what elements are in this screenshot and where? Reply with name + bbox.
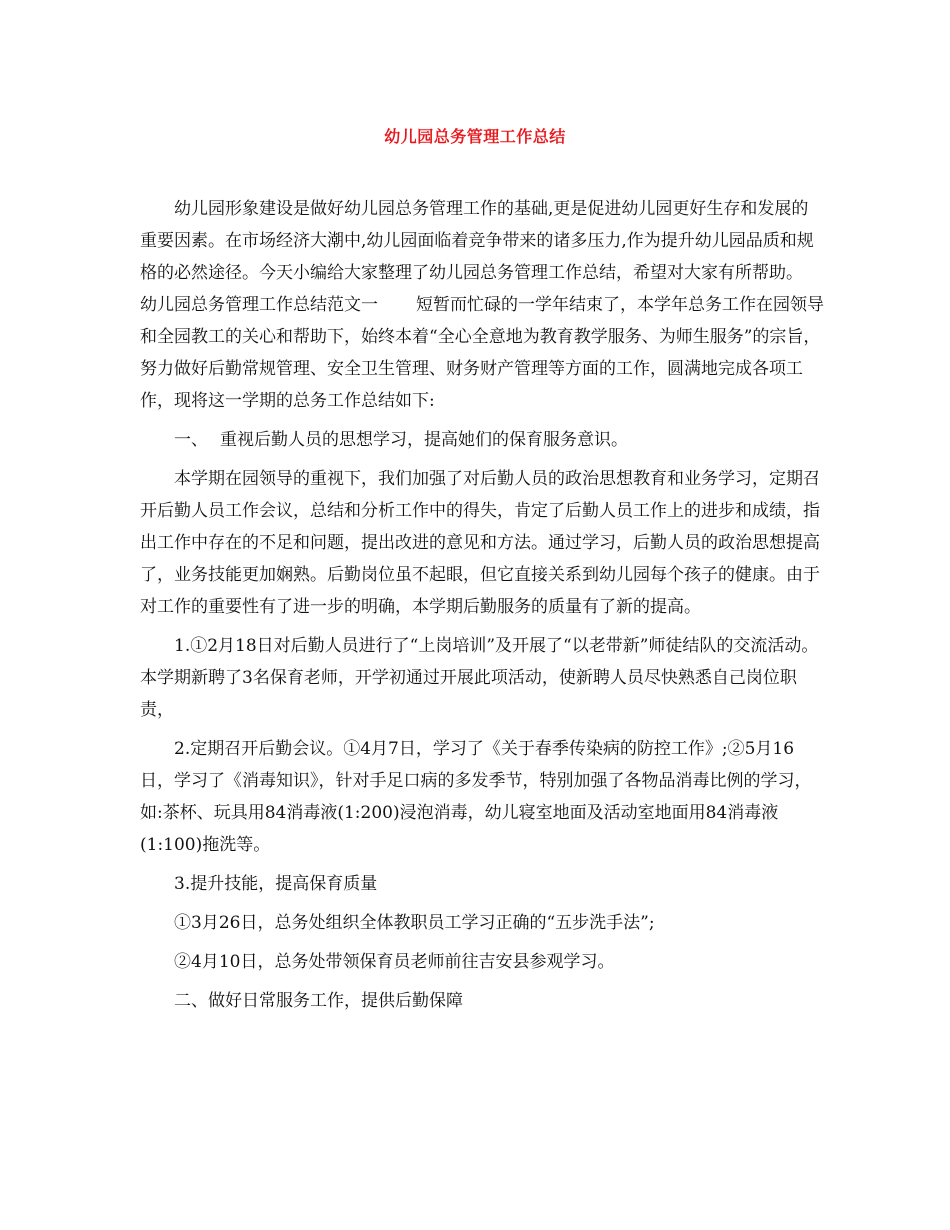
- list-item-1: 1.①2月18日对后勤人员进行了“上岗培训”及开展了“以老带新”师徒结队的交流活动。本学期新聘了3名保育老师，开学初通过开展此项活动，使新聘人员尽快熟悉自己岗位职责，: [140, 636, 819, 720]
- heading-one-number: 一、: [174, 430, 208, 450]
- list-item-3: 3.提升技能，提高保育质量: [174, 874, 378, 894]
- list-item-3-a: ①3月26日，总务处组织全体教职员工学习正确的“五步洗手法”;: [174, 913, 655, 933]
- heading-one-text: 重视后勤人员的思想学习，提高她们的保育服务意识。: [220, 430, 628, 450]
- list-item-3-b: ②4月10日，总务处带领保育员老师前往吉安县参观学习。: [174, 952, 615, 972]
- heading-two: 二、做好日常服务工作，提供后勤保障: [174, 991, 463, 1011]
- heading-one: [140, 424, 825, 456]
- section-opening: 短暂而忙碌的一学年结束了，本学年总务工作在园领导和全园教工的关心和帮助下，始终本着“全心全意地为教育教学服务、为师生服务”的宗旨，努力做好后勤常规管理、安全卫生管理、财务财产管理等方面的工作，圆满地完成各项工作，现将这一学期的总务工作总结如下:: [140, 295, 824, 411]
- section-label: 幼儿园总务管理工作总结范文一: [140, 295, 378, 315]
- section-paragraph: [140, 289, 825, 417]
- paragraph-one: 本学期在园领导的重视下，我们加强了对后勤人员的政治思想教育和业务学习，定期召开后勤人员工作会议，总结和分析工作中的得失，肯定了后勤人员工作上的进步和成绩，指出工作中存在的不足和问题，提出改进的意见和方法。通过学习，后勤人员的政治思想提高了，业务技能更加娴熟。后勤岗位虽不起眼，但它直接关系到幼儿园每个孩子的健康。由于对工作的重要性有了进一步的明确，本学期后勤服务的质量有了新的提高。: [140, 469, 820, 617]
- list-item-2: 2.定期召开后勤会议。①4月7日，学习了《关于春季传染病的防控工作》;②5月16日，学习了《消毒知识》，针对手足口病的多发季节，特别加强了各物品消毒比例的学习，如:茶杯、玩具用84消毒液(1:200)浸泡消毒，幼儿寝室地面及活动室地面用84消毒液(1:100)拖洗等。: [140, 739, 812, 855]
- intro-paragraph: 幼儿园形象建设是做好幼儿园总务管理工作的基础,更是促进幼儿园更好生存和发展的重要因素。在市场经济大潮中,幼儿园面临着竞争带来的诸多压力,作为提升幼儿园品质和规格的必然途径。今天小编给大家整理了幼儿园总务管理工作总结，希望对大家有所帮助。: [140, 199, 814, 283]
- document-body: [140, 193, 825, 1017]
- document-title: 幼儿园总务管理工作总结: [384, 127, 566, 146]
